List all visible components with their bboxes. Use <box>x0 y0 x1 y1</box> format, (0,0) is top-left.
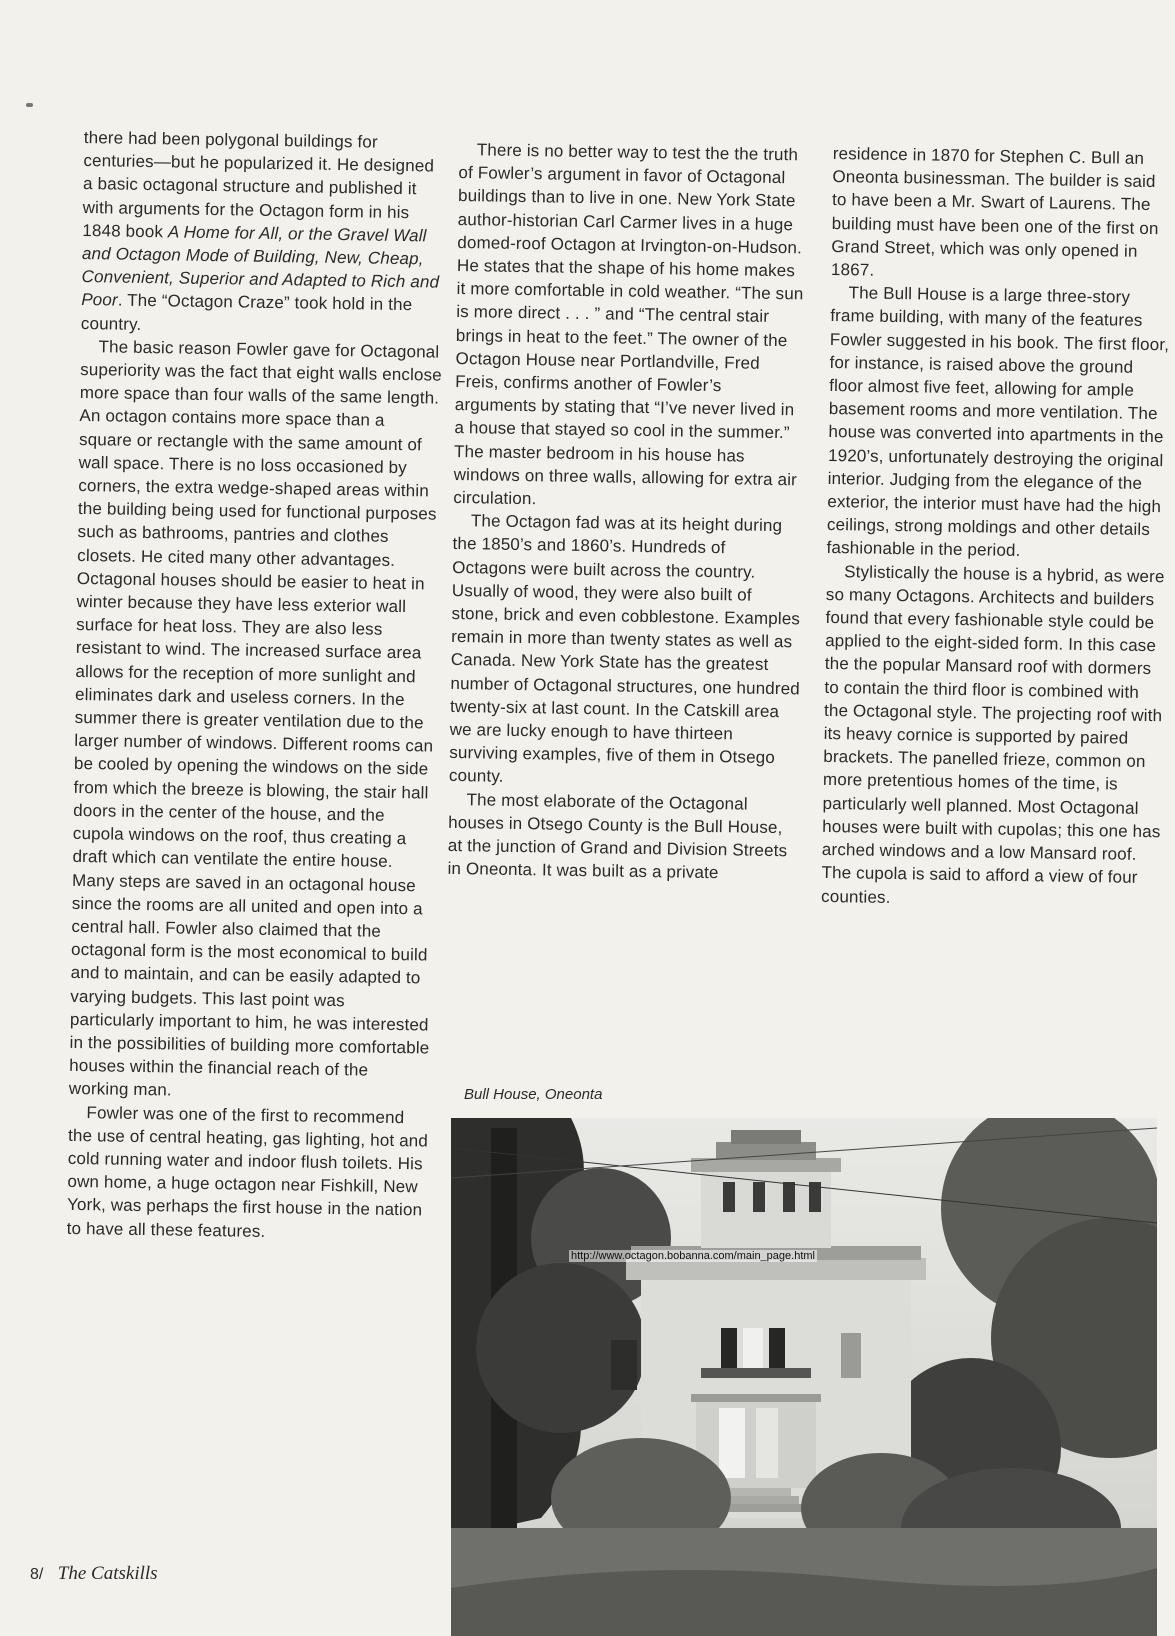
watermark-url: http://www.octagon.bobanna.com/main_page.html <box>571 1250 815 1262</box>
paragraph: Stylistically the house is a hybrid, as were so many Octagons. Architects and builders found that every fashionable style could be applied to the eight-sided form. In this case the the popular Mansard roof with dormers to contain the third floor is combined with the Octagonal style. The projecting roof with its heavy cornice is supported by paired brackets. The panelled frieze, common on more pretentious homes of the time, is particularly well planned. Most Octagonal houses were built with cupolas; this one has arched windows and a low Mansard roof. The cupola is said to afford a view of four counties. <box>821 561 1165 907</box>
paragraph: The Bull House is a large three-story frame building, with many of the features Fowler suggested in his book. The first floor, for instance, is raised above the ground floor almost five feet, allowing for ample basement rooms and more ventilation. The house was converted into apartments in the 1920’s, unfortunately destroying the original interior. Judging from the elegance of the exterior, the interior must have had the high ceilings, strong moldings and other details fashionable in the period. <box>826 283 1170 561</box>
article-column-3 <box>821 142 1175 913</box>
paragraph: There is no better way to test the the truth of Fowler’s argument in favor of Octagonal buildings than to live in one. New York State author-historian Carl Carmer lives in a huge domed-roof Octagon at Irvington-on-Hudson. He states that the shape of his home makes it more comfortable in cold weather. “The sun is more direct . . . ” and “The central stair brings in heat to the feet.” The owner of the Octagon House near Portlandville, Fred Freis, confirms another of Fowler’s arguments by stating that “I’ve never lived in a house that stayed so cool in the summer.” The master bedroom in his house has windows on three walls, allowing for extra air circulation. <box>453 140 804 509</box>
book-title: A Home for All, or the Gravel Wall and Octagon Mode of Building, New, Cheap, Convenient, Superior and Adapted to Rich and Poor <box>81 222 440 310</box>
photo-caption: Bull House, Oneonta <box>464 1086 603 1103</box>
paragraph: The basic reason Fowler gave for Octagonal superiority was the fact that eight walls enclose more space than four walls of the same length. An octagon contains more space than a square or rectangle with the same amount of wall space. There is no loss occasioned by corners, the extra wedge-shaped areas within the building being used for functional purposes such as bathrooms, pantries and clothes closets. He cited many other advantages. Octagonal houses should be easier to heat in winter because they have less exterior wall surface for heat loss. They are also less resistant to wind. The increased surface area allows for the reception of more sunlight and eliminates dark and useless corners. In the summer there is greater ventilation due to the larger number of windows. Different rooms can be cooled by opening the windows on the side from which the breeze is blowing, the stair hall doors in the center of the house, and the cupola windows on the roof, thus creating a draft which can ventilate the entire house. Many steps are saved in an octagonal house since the rooms are all united and open into a central hall. Fowler also claimed that the octagonal form is the most economical to build and to maintain, and can be easily adapted to varying budgets. This last point was particularly important to him, he was interested in the possibilities of building more comfortable houses within the financial reach of the working man. <box>68 337 442 1100</box>
paragraph: The most elaborate of the Octagonal houses in Otsego County is the Bull House, at the junction of Grand and Division Streets in Oneonta. It was built as a private <box>447 789 788 883</box>
bull-house-photo <box>451 1118 1157 1636</box>
text-run: . The “Octagon Craze” took hold in the country. <box>80 290 413 334</box>
text-run: there had been polygonal buildings for centuries—but he popularized it. He designed a basic octagonal structure and published it with arguments for the Octagon form in his 1848 book <box>82 127 435 242</box>
print-speck <box>26 103 33 107</box>
paragraph: residence in 1870 for Stephen C. Bull an Oneonta businessman. The builder is said to have been a Mr. Swart of Laurens. The building must have been one of the first on Grand Street, which was only opened in 1867. <box>830 143 1159 280</box>
paragraph: Fowler was one of the first to recommend the use of central heating, gas lighting, hot and cold running water and indoor flush toilets. His own home, a huge octagon near Fishkill, New York, was perhaps the first house in the nation to have all these features. <box>66 1102 429 1241</box>
house-illustration <box>451 1118 1157 1636</box>
magazine-name: The Catskills <box>57 1563 158 1584</box>
article-column-2 <box>447 138 809 886</box>
page-number: 8/ <box>30 1566 44 1583</box>
page-footer <box>30 1563 158 1585</box>
paragraph: The Octagon fad was at its height during the 1850’s and 1860’s. Hundreds of Octagons were built across the country. Usually of wood, they were also built of stone, brick and even cobblestone. Examples remain in more than twenty states as well as Canada. New York State has the greatest number of Octagonal structures, one hundred twenty-six at last count. In the Catskill area we are lucky enough to have thirteen surviving examples, five of them in Otsego county. <box>448 511 801 787</box>
paragraph <box>81 126 446 340</box>
article-column-1 <box>67 126 446 1245</box>
